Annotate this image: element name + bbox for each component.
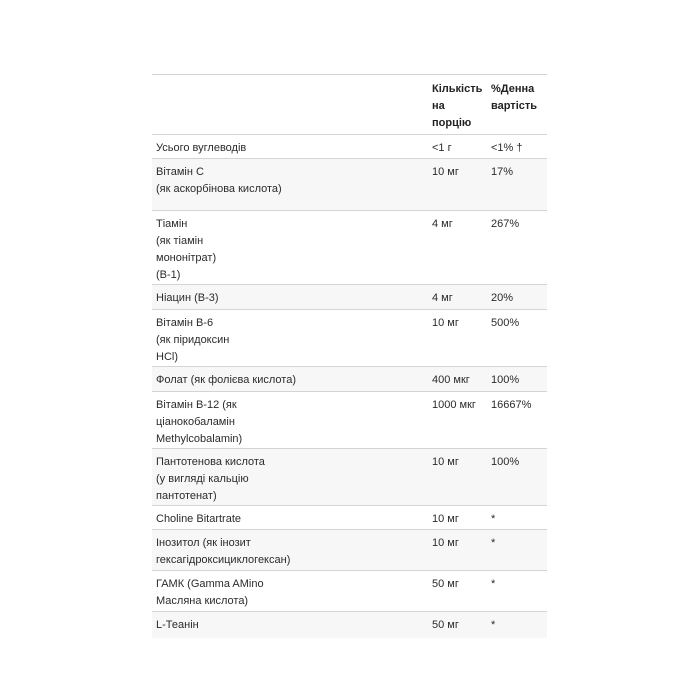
nutrient-daily-value: 20% (487, 285, 547, 310)
nutrient-daily-value: <1% † (487, 135, 547, 159)
nutrient-amount: 10 мг (428, 530, 487, 571)
header-daily-value: %Денна вартість (487, 75, 547, 135)
table-row (152, 506, 547, 530)
table-row (152, 571, 547, 612)
nutrient-daily-value: * (487, 506, 547, 530)
table-header-row (152, 75, 547, 135)
nutrient-amount: 4 мг (428, 211, 487, 285)
nutrient-name: Вітамін B-12 (як ціанокобаламін Methylcobalamin) (152, 392, 428, 449)
nutrient-name: ГАМК (Gamma AMino Масляна кислота) (152, 571, 428, 612)
nutrient-daily-value: 100% (487, 367, 547, 392)
nutrient-daily-value: * (487, 612, 547, 638)
table-row (152, 310, 547, 367)
nutrient-name: Ніацин (B-3) (152, 285, 428, 310)
nutrient-amount: 400 мкг (428, 367, 487, 392)
table-row (152, 285, 547, 310)
nutrient-amount: 50 мг (428, 571, 487, 612)
nutrient-daily-value: 267% (487, 211, 547, 285)
nutrient-name: Пантотенова кислота (у вигляді кальцію пантотенат) (152, 449, 428, 506)
nutrient-name: Усього вуглеводів (152, 135, 428, 159)
nutrient-amount: 4 мг (428, 285, 487, 310)
nutrient-amount: 10 мг (428, 310, 487, 367)
nutrient-name: Інозитол (як інозит гексагідроксициклогексан) (152, 530, 428, 571)
header-amount-per-serving: Кількість на порцію (428, 75, 487, 135)
nutrient-amount: 10 мг (428, 506, 487, 530)
nutrient-name: Фолат (як фолієва кислота) (152, 367, 428, 392)
nutrient-amount: 50 мг (428, 612, 487, 638)
header-name (152, 75, 428, 135)
table-row (152, 392, 547, 449)
nutrient-daily-value: 17% (487, 159, 547, 211)
table-row (152, 135, 547, 159)
nutrition-facts-table (152, 74, 547, 638)
nutrient-daily-value: 100% (487, 449, 547, 506)
nutrient-daily-value: * (487, 571, 547, 612)
table-row (152, 159, 547, 211)
nutrient-amount: 10 мг (428, 159, 487, 211)
table-row (152, 367, 547, 392)
nutrient-amount: <1 г (428, 135, 487, 159)
table-row (152, 612, 547, 638)
nutrient-name: Тіамін (як тіамін мононітрат) (B-1) (152, 211, 428, 285)
table-row (152, 530, 547, 571)
nutrient-daily-value: * (487, 530, 547, 571)
nutrient-daily-value: 500% (487, 310, 547, 367)
table-row (152, 211, 547, 285)
nutrient-name: L-Теанін (152, 612, 428, 638)
nutrient-name: Вітамін C (як аскорбінова кислота) (152, 159, 428, 211)
nutrient-daily-value: 16667% (487, 392, 547, 449)
table-row (152, 449, 547, 506)
nutrient-name: Choline Bitartrate (152, 506, 428, 530)
nutrient-amount: 10 мг (428, 449, 487, 506)
nutrient-name: Вітамін B-6 (як піридоксин HCl) (152, 310, 428, 367)
nutrient-amount: 1000 мкг (428, 392, 487, 449)
